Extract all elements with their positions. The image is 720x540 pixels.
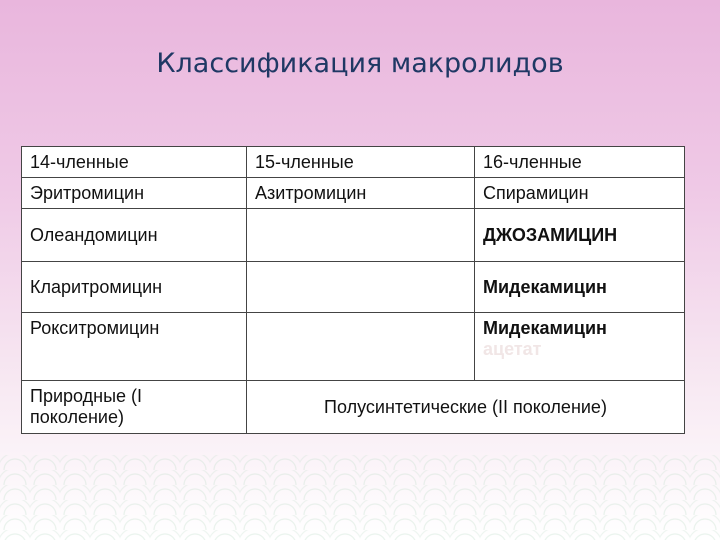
table-row bbox=[22, 178, 685, 209]
background-pattern bbox=[0, 455, 720, 540]
cell bbox=[247, 262, 475, 313]
table-row bbox=[22, 313, 685, 381]
natural-label: Природные (I поколение) bbox=[22, 381, 247, 434]
cell: Эритромицин bbox=[22, 178, 247, 209]
table-row bbox=[22, 262, 685, 313]
cell: Азитромицин bbox=[247, 178, 475, 209]
cell: Мидекамицин bbox=[475, 262, 685, 313]
cell: Спирамицин bbox=[475, 178, 685, 209]
table-row bbox=[22, 209, 685, 262]
cell: Олеандомицин bbox=[22, 209, 247, 262]
cell bbox=[247, 209, 475, 262]
semisynthetic-label: Полусинтетические (II поколение) bbox=[247, 381, 685, 434]
cell bbox=[247, 313, 475, 381]
footer-row bbox=[22, 381, 685, 434]
header-16: 16-членные bbox=[475, 147, 685, 178]
header-row bbox=[22, 147, 685, 178]
cell: Кларитромицин bbox=[22, 262, 247, 313]
cell bbox=[475, 313, 685, 381]
cell-line-faded: ацетат bbox=[483, 339, 542, 359]
header-14: 14-членные bbox=[22, 147, 247, 178]
cell-line: Мидекамицин bbox=[483, 318, 607, 338]
slide-title: Классификация макролидов bbox=[156, 48, 564, 79]
cell: ДЖОЗАМИЦИН bbox=[475, 209, 685, 262]
macrolide-table bbox=[21, 146, 685, 434]
header-15: 15-членные bbox=[247, 147, 475, 178]
cell: Рокситромицин bbox=[22, 313, 247, 381]
